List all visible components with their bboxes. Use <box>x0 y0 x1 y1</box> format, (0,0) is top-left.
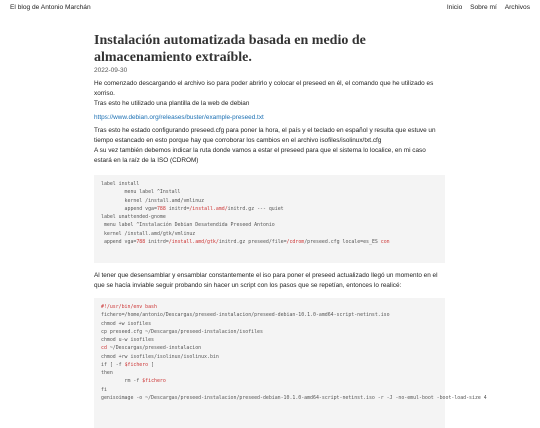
code-number: 788 <box>136 238 146 245</box>
code-line: menu label ^Install <box>101 189 181 196</box>
code-token: ~/Descargas/preseed-instalacion <box>106 345 202 352</box>
post-date: 2022-09-30 <box>94 67 128 74</box>
code-line: chmod +rw isofiles/isolinux/isolinux.bin <box>101 353 219 360</box>
code-line: fichero=/home/antonio/Descargas/preseed-instalacion/preseed-debian-10.1.0-amd64-script-netinst.iso <box>101 312 390 319</box>
code-line: fi <box>101 386 107 393</box>
code-token: initrd= <box>165 205 190 212</box>
nav-item-sobre-mi[interactable]: Sobre mí <box>470 4 497 11</box>
code-keyword: cd <box>101 345 107 352</box>
code-line: append vga= <box>101 238 137 245</box>
paragraph-line: A su vez también debemos indicar la ruta donde vamos a estar el preseed para que el sistema lo localice, en mi caso estará en la raíz de la ISO (CDROM) <box>94 147 426 164</box>
nav-menu <box>441 4 530 11</box>
code-line: label install <box>101 181 140 187</box>
code-line: append vga= <box>101 205 157 212</box>
code-path: /install.amd/ <box>189 205 228 212</box>
post-content <box>94 33 487 428</box>
code-line: kernel /install.amd/vmlinuz <box>101 197 205 204</box>
code-line: if [ -f <box>101 361 125 368</box>
code-token: initrd.gz preseed/file= <box>218 238 287 245</box>
code-line: kernel /install.amd/gtk/vmlinuz <box>101 230 196 237</box>
code-line: label unattended-gnome <box>101 214 166 220</box>
paragraph-line: He comenzado descargando el archivo iso para poder abrirlo y colocar el preseed en él, el comando que he utilizado es xorriso. <box>94 80 434 97</box>
code-token: initrd.gz --- quiet <box>227 205 284 212</box>
debian-preseed-link[interactable]: https://www.debian.org/releases/buster/example-preseed.txt <box>94 114 264 121</box>
code-token: con <box>380 238 390 245</box>
top-navigation-bar <box>0 0 540 16</box>
code-shebang: #!/usr/bin/env bash <box>101 304 157 310</box>
nav-item-inicio[interactable]: Inicio <box>446 4 463 11</box>
code-number: 788 <box>156 205 166 212</box>
code-block-txt-cfg[interactable] <box>94 175 445 263</box>
code-line: chmod u-w isofiles <box>101 337 154 343</box>
code-variable: $fichero <box>142 378 166 385</box>
code-token: initrd= <box>145 238 169 245</box>
code-token: /preseed.cfg locale=es_ES <box>304 238 381 245</box>
paragraph <box>94 79 445 109</box>
code-path: /cdrom <box>286 238 305 245</box>
code-line: menu label ^Instalación Debian Desatendida Preseed Antonio <box>101 222 275 229</box>
paragraph-line: Tras esto he estado configurando preseed.cfg para poner la hora, el país y el teclado en español y resulta que estuve un tiempo estancado en esto porque hay que corroborar los cambios en el archivo isofiles/isolinux/txt.cfg <box>94 127 436 144</box>
code-line: then <box>101 370 113 376</box>
code-line: chmod +w isofiles <box>101 320 152 327</box>
code-block-bash-script[interactable] <box>94 298 487 428</box>
paragraph <box>94 126 445 166</box>
site-title-link[interactable]: El blog de Antonio Marchán <box>10 4 91 11</box>
code-line: rm -f <box>101 378 143 385</box>
code-line: cp preseed.cfg ~/Descargas/preseed-instalacion/isofiles <box>101 328 263 335</box>
code-token: ] <box>148 361 155 368</box>
code-line: genisoimage -o ~/Descargas/preseed-instalacion/preseed-debian-10.1.0-amd64-script-netinst.iso -r -J -no-emul-boot -boot-load-size 4 <box>101 394 487 401</box>
code-variable: $fichero <box>124 361 149 368</box>
code-path: /install.amd/gtk/ <box>168 238 219 245</box>
post-title: Instalación automatizada basada en medio de almacenamiento extraíble. <box>94 33 366 65</box>
nav-item-archivos[interactable]: Archivos <box>504 4 530 11</box>
paragraph: Al tener que desensamblar y ensamblar constantemente el iso para poner el preseed actualizado llegó un momento en el que se hacía inviable seguir probando sin hacer un script con los pasos que se repetían, entonces lo realicé: <box>94 272 438 289</box>
paragraph-line: Tras esto he utilizado una plantilla de la web de debian <box>94 100 250 107</box>
